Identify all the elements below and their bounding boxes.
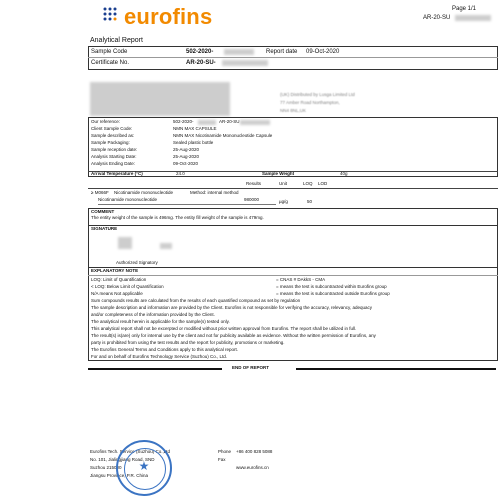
footer-address-2: Suzhou 215000 <box>90 465 122 470</box>
redacted-signature <box>118 237 132 249</box>
note-subcontracted-outside: = means the test is subcontracted outside Eurofins group <box>276 291 390 296</box>
sample-code-label: Sample Code <box>91 49 128 55</box>
start-date-value: 25-Aug-2020 <box>173 154 200 159</box>
packaging-label: Sample Packaging: <box>91 140 130 145</box>
analyte-name: Nicotinamide mononucleotide <box>98 197 158 202</box>
start-date-label: Analysis Starting Date: <box>91 154 137 159</box>
described-label: Sample described as: <box>91 133 135 138</box>
note-line: Sum compounds results are calculated from the results of each quantified compound as set by regulation <box>91 298 301 303</box>
sample-weight-label: Sample Weight <box>262 171 295 176</box>
results-header: Results <box>246 181 262 186</box>
method-text: Method: internal method <box>190 190 239 195</box>
report-date-value: 09-Oct-2020 <box>306 49 340 55</box>
method-name: Nicotinamide mononucleotide <box>114 190 174 195</box>
footer-website[interactable]: www.eurofins.cn <box>236 465 269 470</box>
report-id: AR-20-SU <box>423 15 451 21</box>
signature-caption: Authorized Signatory <box>116 260 158 265</box>
client-sample-code-value: NMN MAX CAPSULE <box>173 126 217 131</box>
end-of-report: END OF REPORT <box>232 365 270 370</box>
signature-heading: SIGNATURE <box>91 226 118 231</box>
report-date-label: Report date <box>266 49 298 55</box>
note-cnas: = CNAS # DAkkS - CMA <box>276 277 326 282</box>
comment-heading: COMMENT <box>91 209 115 214</box>
packaging-value: Sealed plastic bottle <box>173 140 214 145</box>
address-line-3: NN4 8NL,UK <box>280 108 307 113</box>
reception-date-label: Sample reception date: <box>91 147 138 152</box>
reception-date-value: 25-Aug-2020 <box>173 147 200 152</box>
note-line: The result(s) is(are) only for internal use by the client and not for publicity available as evidence. Without the written permission of Eurofins, any <box>91 333 376 338</box>
address-line-2: 77 Amber Road Northampton, <box>280 100 340 105</box>
brand-name: eurofins <box>124 4 213 29</box>
note-na: N/A means Not applicable <box>91 291 143 296</box>
end-date-label: Analysis Ending Date: <box>91 161 136 166</box>
result-value: 980000 <box>244 197 260 202</box>
our-reference-label: Our reference: <box>91 119 121 124</box>
footer-fax-label: Fax <box>218 457 226 462</box>
sample-weight-value: 40g <box>340 171 348 176</box>
sample-code-value: 502-2020- <box>186 49 214 55</box>
arrival-temp-value: 24.0 <box>176 171 185 176</box>
certificate-label: Certificate No. <box>91 60 130 66</box>
note-line: The analytical result herein is applicable for the sample(s) tested only. <box>91 319 230 324</box>
page-title: Analytical Report <box>90 37 143 44</box>
note-line: The sample description and information are provided by the Client. Eurofins is not responsible for verifying the accuracy, relevancy, adequacy <box>91 305 372 310</box>
lod-header: LOD <box>318 181 328 186</box>
footer-phone-label: Phone <box>218 449 232 454</box>
result-unit: µg/g <box>279 199 288 204</box>
note-below-loq: < LOQ: Below Limit of Quantification <box>91 284 164 289</box>
redacted-recipient <box>90 82 230 116</box>
certificate-value: AR-20-SU- <box>186 60 216 66</box>
described-value: NMN MAX Nicotinamide Mononucleotide Capsule <box>173 133 273 138</box>
sample-info-box <box>88 117 498 177</box>
arrival-temp-label: Arrival Temperature (°C) <box>91 171 143 176</box>
footer-address-3: Jiangsu Province, P.R. China <box>90 473 148 478</box>
seal-star-icon: ★ <box>138 459 150 473</box>
end-rule-right <box>296 368 496 370</box>
note-line: This analytical report shall not be excerpted or modified without prior written approval from Eurofins. The report shall be utilized in full. <box>91 326 357 331</box>
footer-company: Eurofins Tech. Service (Suzhou) Co.,Ltd <box>90 449 170 454</box>
end-date-value: 09-Oct-2020 <box>173 161 199 166</box>
client-sample-code-label: Client Sample Code: <box>91 126 133 131</box>
comment-text: The entity weight of the sample is 496mg. The entity fill weight of the sample is 479mg. <box>91 215 264 220</box>
note-line: party is prohibited from using the test results and the report for publicity, promotions or marketing. <box>91 340 285 345</box>
address-line-1: (UK) Distributed by Lusga Limited Ltd <box>280 92 355 97</box>
note-line: The Eurofins General Terms and Conditions apply to this analytical report. <box>91 347 238 352</box>
method-code: ≥ M066F <box>91 190 109 195</box>
note-loq: LOQ: Limit of Quantification <box>91 277 147 282</box>
eurofins-logo-icon <box>102 6 120 24</box>
footer-phone-value: +86 400 828 5088 <box>236 449 273 454</box>
note-line: and/or completeness of the information provided by the Client. <box>91 312 215 317</box>
note-subcontracted-within: = means the test is subcontracted within Eurofins group <box>276 284 387 289</box>
notes-heading: EXPLANATORY NOTE <box>91 268 139 273</box>
our-reference-value: 502-2020- <box>173 119 194 124</box>
result-loq: 50 <box>307 199 313 204</box>
unit-header: Unit <box>279 181 288 186</box>
loq-header: LOQ <box>303 181 313 186</box>
note-line: For and on behalf of Eurofins Technology Service (Suzhou) Co., Ltd. <box>91 354 227 359</box>
page-number: Page 1/1 <box>452 6 477 12</box>
our-reference-value-2: AR-20-SU <box>219 119 240 124</box>
footer-address-1: No. 101, Jialingjiang Road, SND <box>90 457 155 462</box>
end-rule-left <box>88 368 222 370</box>
